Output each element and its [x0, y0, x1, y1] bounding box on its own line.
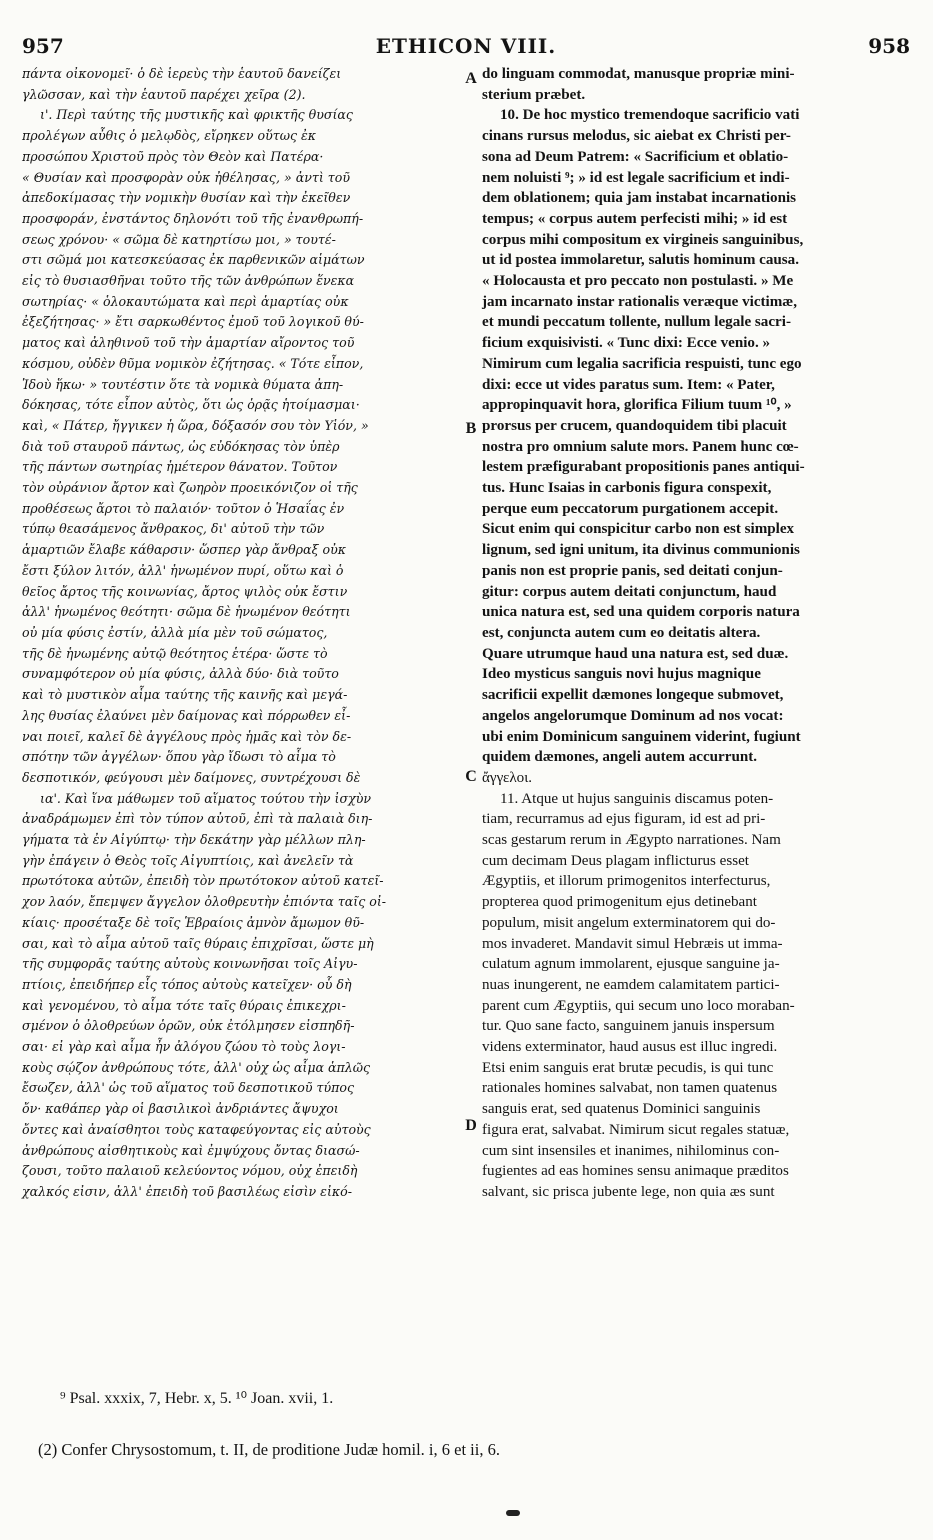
margin-letter-d: D: [465, 1117, 477, 1134]
greek-paragraph-10: ι'. Περὶ ταύτης τῆς μυστικῆς καὶ φρικτῆς θυσίας προλέγων αὖθις ὁ μελῳδὸς, εἴρηκεν οὕτως ἐκ προσώπου Χριστοῦ πρὸς τὸν Θεὸν καὶ Πατέρα· « Θυσίαν καὶ προσφορὰν οὐκ ἠθέλησας, » ἀντὶ τοῦ ἀπεδοκίμασας τὴν νομικὴν θυσίαν καὶ τὴν ἐκεῖθεν προσφοράν, ἐνστάντος δηλονότι τοῦ τῆς ἐνανθρωπή- σεως χρόνου· « σῶμα δὲ κατηρτίσω μοι, » τουτέ- στι σῶμά μοι κατεσκεύασας ἐκ παρθενικῶν αἱμάτων εἰς τὸ θυσιασθῆναι τοῦτο τῆς τῶν ἀνθρώπων ἕνεκα σωτηρίας· « ὁλοκαυτώματα καὶ περὶ ἁμαρτίας οὐκ ἐξεζήτησας· » ἔτι σαρκωθέντος ἐμοῦ τοῦ λογικοῦ θύ- ματος καὶ ἀληθινοῦ τοῦ τὴν ἁμαρτίαν αἴροντος τοῦ κόσμου, οὐδὲν θῦμα νομικὸν ἐζήτησας. « Τότε εἶπον, Ἰδοὺ ἥκω· » τουτέστιν ὅτε τὰ νομικὰ θύματα ἀπη- δόκησας, τότε εἶπον αὐτὸς, ὅτι ὡς ὁρᾷς ἡτοίμασμαι· καὶ, « Πάτερ, ἤγγικεν ἡ ὥρα, δόξασόν σου τὸν Υἱόν, » διὰ τοῦ σταυροῦ πάντως, ὡς εὐδόκησας τὸν ὑπὲρ τῆς πάντων σωτηρίας ἡμέτερον θάνατον. Τοῦτον τὸν οὐράνιον ἄρτον καὶ ζωηρὸν προεικόνιζον οἱ τῆς προθέσεως ἄρτοι τὸ παλαιόν· τοῦτον ὁ Ἡσαΐας ἐν τύπῳ θεασάμενος ἄνθρακος, δι' αὐτοῦ τὴν τῶν ἁμαρτιῶν ἔλαβε κάθαρσιν· ὥσπερ γὰρ ἄνθραξ οὐκ ἔστι ξύλον λιτόν, ἀλλ' ἡνωμένον πυρί, οὕτω καὶ ὁ θεῖος ἄρτος τῆς κοινωνίας, ἄρτος ψιλὸς οὐκ ἔστιν ἀλλ' ἡνωμένος θεότητι· σῶμα δὲ ἡνωμένον θεότητι οὐ μία φύσις ἐστίν, ἀλλὰ μία μὲν τοῦ σώματος, τῆς δὲ ἡνωμένης αὐτῷ θεότητος ἑτέρα· ὥστε τὸ συναμφότερον οὐ μία φύσις, ἀλλὰ δύο· διὰ τοῦτο καὶ τὸ μυστικὸν αἷμα ταύτης τῆς καινῆς καὶ μεγά- λης θυσίας ἐλαύνει μὲν δαίμονας καὶ πόρρωθεν εἶ- ναι ποιεῖ, καλεῖ δὲ ἀγγέλους πρὸς ἡμᾶς καὶ τὸν δε- σπότην τῶν ἀγγέλων· ὅπου γὰρ ἴδωσι τὸ αἷμα τὸ δεσποτικόν, φεύγουσι μὲν δαίμονες, συντρέχουσι δὲ: [22, 107, 369, 785]
latin-paragraph-tail: ἄγγελοι.: [482, 769, 533, 786]
greek-column: [22, 64, 460, 1203]
latin-paragraph-10: 10. De hoc mystico tremendoque sacrificio vati cinans rursus melodus, sic aiebat ex Christi per- sona ad Deum Patrem: « Sacrificium et oblatio- nem noluisti ⁹; » id est legale sacrificium et indi- dem oblationem; quia jam instabat incarnationis tempus; « corpus autem perfecisti mihi; » id est corpus mihi compositum ex virgineis sanguinibus, ut id postea immolaretur, salutis hominum causa. « Holocausta et pro peccato non postulasti. » Me jam incarnato instar rationalis veræque victimæ, et mundi peccatum tollente, nullum legale sacri- ficium exquisivisti. « Tunc dixi: Ecce venio. » Nimirum cum legalia sacrificia respuisti, tunc ego dixi: ecce ut vides paratus sum. Item: « Pater, appropinquavit hora, glorifica Filium tuum ¹⁰, » prorsus per crucem, quandoquidem tibi placuit nostra pro omnium salute mors. Panem hunc cœ- lestem præfigurabant propositionis panes antiqui- tus. Hunc Isaias in carbonis figura conspexit, perque eum peccatorum purgationem accepit. Sicut enim qui conspicitur carbo non est simplex lignum, sed igni unitum, ita divinus communionis panis non est proprie panis, sed deitati conjun- gitur: corpus autem deitati conjunctum, haud unica natura est, sed una quidem corporis natura est, conjuncta autem cum eo deitatis altera. Quare utrumque haud una natura est, sed duæ. Ideo mysticus sanguis novi hujus magnique sacrificii expellit dæmones longeque submovet, angelos angelorumque Dominum ad nos vocat: ubi enim Dominicum sanguinem viderint, fugiunt quidem dæmones, angeli autem accurrunt.: [482, 107, 805, 766]
latin-paragraph-continuation: do linguam commodat, manusque propriæ mini- sterium præbet.: [482, 66, 795, 103]
footnotes: ⁹ Psal. xxxix, 7, Hebr. x, 5. ¹⁰ Joan. xvii, 1.: [60, 1390, 334, 1407]
page-number-left: 957: [22, 34, 64, 58]
margin-letter-c: C: [465, 768, 477, 785]
margin-letter-a: A: [465, 70, 477, 87]
greek-paragraph-11: ια'. Καὶ ἵνα μάθωμεν τοῦ αἵματος τούτου τὴν ἰσχὺν ἀναδράμωμεν ἐπὶ τὸν τύπον αὐτοῦ, ἐπὶ τὰ παλαιὰ διη- γήματα τὰ ἐν Αἰγύπτῳ· τὴν δεκάτην γὰρ μέλλων πλη- γὴν ἐπάγειν ὁ Θεὸς τοῖς Αἰγυπτίοις, καὶ ἀνελεῖν τὰ πρωτότοκα αὐτῶν, ἐπειδὴ τὸν πρωτότοκον αὐτοῦ κατεῖ- χον λαόν, ἔπεμψεν ἄγγελον ὀλοθρευτὴν ἐπιόντα ταῖς οἰ- κίαις· προσέταξε δὲ τοῖς Ἑβραίοις ἀμνὸν ἄμωμον θῦ- σαι, καὶ τὸ αἷμα αὐτοῦ ταῖς θύραις ἐπιχρῖσαι, ὥστε μὴ τῆς συμφορᾶς ταύτης αὐτοὺς κοινωνῆσαι τοῖς Αἰγυ- πτίοις, ἐπειδήπερ εἷς τόπος αὐτοὺς κατεῖχεν· οὗ δὴ καὶ γενομένου, τὸ αἷμα τότε ταῖς θύραις ἐπικεχρι- σμένον ὁ ὀλοθρεύων ὁρῶν, οὐκ ἐτόλμησεν εἰσπηδῆ- σαι· εἰ γὰρ καὶ αἷμα ἦν ἀλόγου ζώου τὸ τοὺς λογι- κοὺς σῴζον ἀνθρώπους τότε, ἀλλ' οὐχ ὡς αἷμα ἁπλῶς ἔσωζεν, ἀλλ' ὡς τοῦ αἵματος τοῦ δεσποτικοῦ τύπος ὄν· καθάπερ γὰρ οἱ βασιλικοὶ ἀνδριάντες ἄψυχοι ὄντες καὶ ἀναίσθητοι τοὺς καταφεύγοντας εἰς αὐτοὺς ἀνθρώπους αἰσθητικοὺς καὶ ἐμψύχους ὄντας διασώ- ζουσι, τοῦτο παλαιοῦ κελεύοντος νόμου, οὐχ ἐπειδὴ χαλκός εἰσιν, ἀλλ' ἐπειδὴ τοῦ βασιλέως εἰσὶν εἰκό-: [22, 790, 387, 1199]
latin-paragraph-11: 11. Atque ut hujus sanguinis discamus poten- tiam, recurramus ad ejus figuram, id est ad pri- scas gestarum rerum in Ægypto narrationes. Nam cum decimam Deus plagam inflicturus esset Ægyptiis, et illorum primogenitos interfecturus, propterea quod primogenitum ejus detinebant populum, misit angelum exterminatorem qui do- mos invaderet. Mandavit simul Hebræis ut imma- culatum agnum immolarent, ejusque sanguine ja- nuas inungerent, ne eamdem calamitatem partici- parent cum Ægyptiis, qui secum uno loco moraban- tur. Quo sane facto, sanguinem januis inspersum videns exterminator, haud ausus est illuc ingredi. Etsi enim sanguis erat brutæ pecudis, is qui tunc rationales homines salvabat, non tamen quatenus sanguis erat, sed quatenus Dominici sanguinis figura erat, salvabat. Nimirum sicut regales statuæ, cum sint insensiles et inanimes, nihilominus con- fugientes ad eas homines sensu animaque præditos salvant, sic prisca jubente lege, non quia æs sunt: [482, 790, 795, 1200]
editor-note: (2) Confer Chrysostomum, t. II, de proditione Judæ homil. i, 6 et ii, 6.: [38, 1440, 500, 1459]
ink-blot: [506, 1510, 520, 1516]
page-number-right: 958: [868, 34, 910, 58]
margin-letter-b: B: [465, 420, 477, 437]
page-header: [22, 34, 910, 60]
latin-column: [482, 64, 904, 1203]
running-title: ETHICON VIII.: [375, 34, 557, 58]
greek-paragraph-continuation: πάντα οἰκονομεῖ· ὁ δὲ ἱερεὺς τὴν ἑαυτοῦ δανείζει γλῶσσαν, καὶ τὴν ἑαυτοῦ παρέχει χεῖρα (2).: [22, 66, 342, 102]
